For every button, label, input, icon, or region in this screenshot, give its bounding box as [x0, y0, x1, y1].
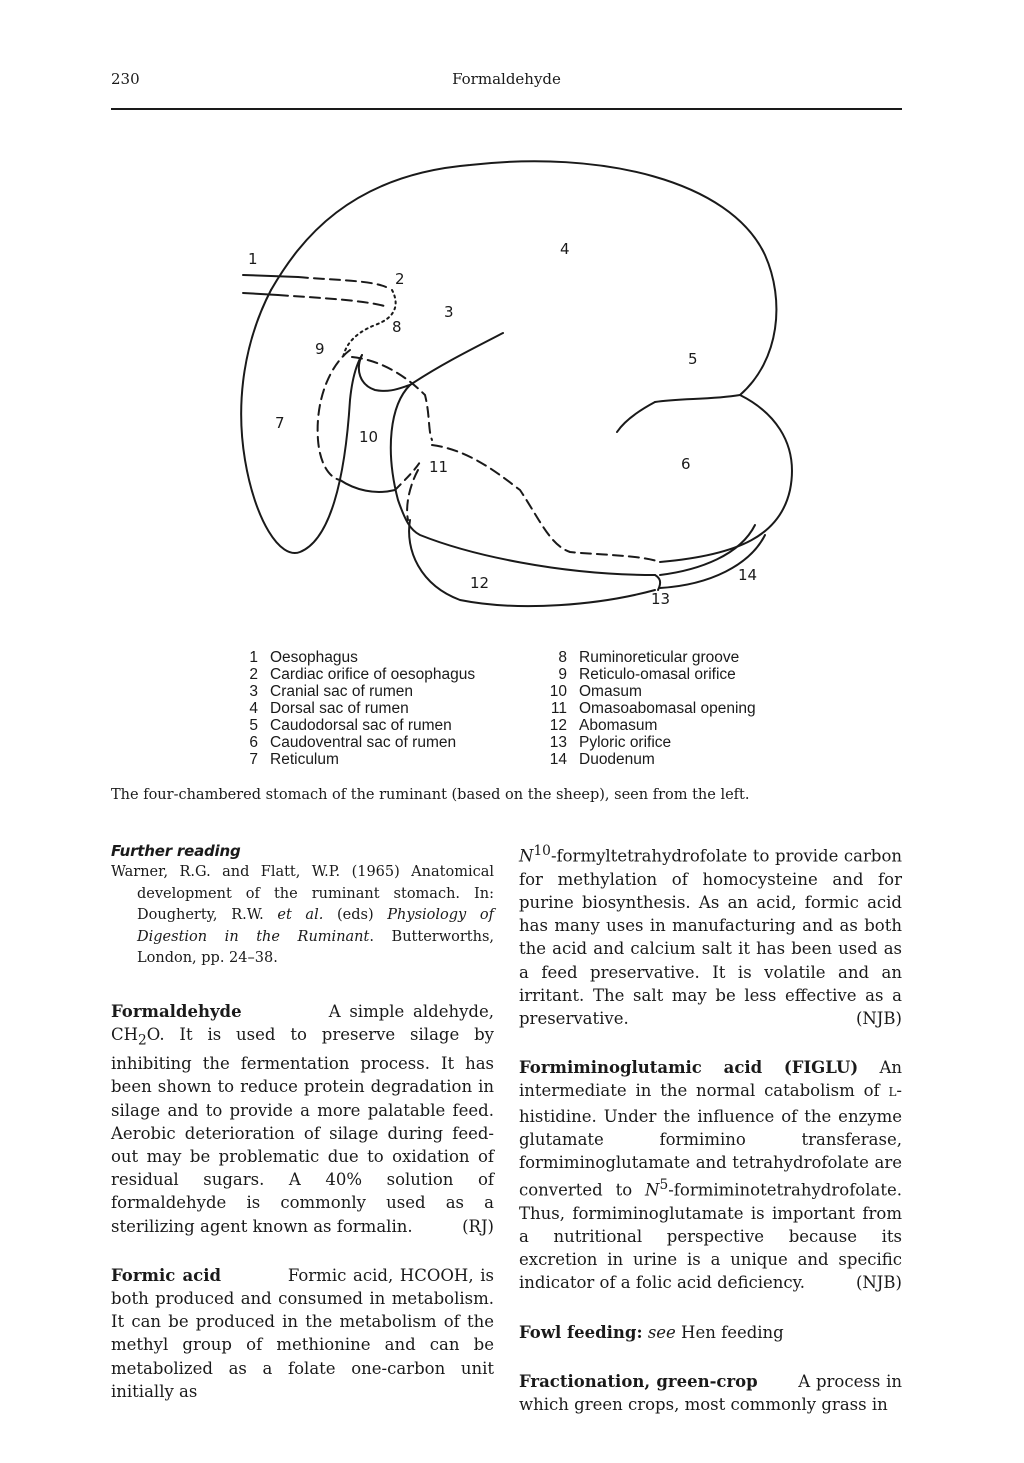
- legend-item: [236, 734, 475, 751]
- legend-item: [236, 649, 475, 666]
- legend-left: [236, 649, 475, 768]
- legend-number: 12: [549, 717, 567, 734]
- figure-number: 14: [738, 566, 758, 584]
- legend-number: 13: [549, 734, 567, 751]
- legend-item: [545, 700, 756, 717]
- entry-text: O. It is used to preserve silage by inhibiting the fermentation process. It has been shown to reduce protein degradation in silage and to provide a more palatable feed. Aerobic deterioration of silage during feed-out may be problematic due to oxidation of residual sugars. A 40% solution of formaldehyde is commonly used as a sterilizing agent known as formalin.: [111, 1024, 494, 1236]
- omasum-top: [359, 355, 410, 391]
- legend-label: Oesophagus: [270, 649, 358, 666]
- legend-number: 3: [249, 683, 258, 700]
- oesophagus-dashed-upper: [298, 277, 386, 287]
- legend-number: 5: [249, 717, 258, 734]
- reference-authors: Warner, R.G. and Flatt, W.P. (1965) Anatomical development of the ruminant stomach. In: Dougherty, R.W.: [111, 864, 494, 923]
- entry-text: -formiminotetrahydrofolate. Thus, formiminoglutamate is important from a nutritional perspective because its excretion in urine is a unique and specific indicator of a folic acid deficiency.: [519, 1180, 902, 1293]
- reference-eds: (eds): [323, 907, 388, 923]
- small-caps-l: L: [888, 1085, 897, 1100]
- running-title: Formaldehyde: [452, 70, 561, 88]
- reference-book-title: Physiology of Digestion in the Ruminant: [137, 907, 494, 945]
- superscript: 5: [659, 1177, 669, 1194]
- legend-item: [545, 649, 756, 666]
- legend-number: 7: [249, 751, 258, 768]
- figure-number: 12: [470, 574, 490, 592]
- legend-item: [236, 666, 475, 683]
- legend-item: [545, 666, 756, 683]
- abomasum-dashed: [432, 445, 660, 562]
- legend-label: Omasoabomasal opening: [579, 700, 756, 717]
- caudal-pillar: [617, 402, 655, 432]
- oesophagus-dashed-lower: [278, 295, 388, 307]
- legend-number: 2: [249, 666, 258, 683]
- legend-number: 14: [549, 751, 567, 768]
- rumen-outline: [271, 161, 776, 395]
- spacer: [519, 1344, 902, 1370]
- subscript: 2: [138, 1032, 147, 1048]
- entry-text: -formyltetrahydrofolate to provide carbon for methylation of homocysteine and for purine biosynthesis. As an acid, formic acid has many uses in manufacturing and as both the acid and calcium salt it has been used as a feed preservative. It is volatile and an irritant. The salt may be less effective as a preservative.: [519, 846, 902, 1028]
- oesophagus-lower: [243, 293, 278, 295]
- figure-number: 6: [681, 455, 691, 473]
- legend-label: Reticulo-omasal orifice: [579, 666, 736, 683]
- entry-term: Fractionation, green-crop: [519, 1371, 758, 1391]
- legend-label: Dorsal sac of rumen: [270, 700, 409, 717]
- legend-label: Abomasum: [579, 717, 658, 734]
- legend-label: Caudoventral sac of rumen: [270, 734, 457, 751]
- right-column: [519, 840, 902, 1416]
- entry-term: Fowl feeding:: [519, 1322, 643, 1342]
- legend-label: Caudodorsal sac of rumen: [270, 717, 452, 734]
- legend-number: 4: [249, 700, 258, 717]
- entry-text: An intermediate in the normal catabolism of: [519, 1058, 902, 1101]
- entry-text: A simple aldehyde, CH: [111, 1001, 494, 1044]
- left-column: [111, 840, 494, 1403]
- author-signature: (RJ): [462, 1216, 494, 1236]
- figure-caption: The four-chambered stomach of the ruminant (based on the sheep), seen from the left.: [111, 787, 750, 803]
- see-reference: see: [647, 1322, 676, 1342]
- legend-item: [545, 734, 756, 751]
- entry-fowl-feeding: [519, 1321, 902, 1344]
- cranial-pillar: [410, 333, 503, 385]
- entry-figlu: [519, 1056, 902, 1295]
- italic-n: N: [645, 1180, 660, 1200]
- reference-entry: [111, 862, 494, 970]
- figure-number: 5: [688, 350, 698, 368]
- entry-fractionation: [519, 1370, 902, 1416]
- entry-formic-acid-continued: [519, 840, 902, 1030]
- legend-number: 10: [549, 683, 567, 700]
- italic-n: N: [519, 846, 534, 866]
- legend-right: [545, 649, 756, 768]
- legend-item: [545, 717, 756, 734]
- figure-number: 10: [359, 428, 379, 446]
- figure-number: 1: [248, 250, 258, 268]
- entry-term: Formiminoglutamic acid (FIGLU): [519, 1058, 859, 1078]
- reference-publisher: . Butterworths, London, pp. 24–38.: [137, 928, 494, 966]
- legend-number: 6: [249, 734, 258, 751]
- spacer: [111, 970, 494, 992]
- legend-number: 1: [249, 649, 258, 666]
- legend-label: Duodenum: [579, 751, 655, 768]
- figure-number: 13: [651, 590, 671, 608]
- rumen-caudal-groove: [655, 395, 740, 402]
- author-signature: (NJB): [855, 1008, 902, 1028]
- entry-text: A process in which green crops, most commonly grass in: [519, 1371, 902, 1415]
- reference-et-al: et al.: [277, 907, 324, 923]
- spacer: [519, 1295, 902, 1321]
- further-reading-heading: Further reading: [111, 842, 241, 860]
- reticulum-dashed: [318, 350, 350, 480]
- oesophagus-upper: [243, 275, 298, 277]
- legend-item: [236, 751, 475, 768]
- entry-term: Formaldehyde: [111, 1001, 242, 1021]
- figure-number: 8: [392, 318, 402, 336]
- entry-text: -histidine. Under the influence of the enzyme glutamate formimino transferase, formiminoglutamate and tetrahydrofolate are converted to: [519, 1081, 902, 1200]
- author-signature: (NJB): [855, 1273, 902, 1293]
- legend-item: [236, 717, 475, 734]
- legend-label: Reticulum: [270, 751, 339, 768]
- reticulum-outline: [241, 290, 362, 553]
- spacer: [519, 1030, 902, 1056]
- legend-number: 11: [550, 700, 567, 717]
- legend-label: Pyloric orifice: [579, 734, 672, 751]
- entry-formaldehyde: [111, 1000, 494, 1238]
- legend-number: 9: [558, 666, 567, 683]
- page-number: 230: [111, 70, 140, 88]
- abomasum-lower: [409, 520, 655, 606]
- entry-formic-acid: [111, 1264, 494, 1403]
- superscript: 10: [533, 843, 551, 859]
- figure-number: 4: [560, 240, 570, 258]
- abomasum-mid-dashed: [407, 470, 418, 520]
- legend-label: Cardiac orifice of oesophagus: [270, 666, 476, 683]
- legend-item: [236, 700, 475, 717]
- omasum-opening-dashed: [395, 462, 420, 490]
- omasum-bottom: [340, 480, 395, 492]
- entry-term: Formic acid: [111, 1265, 222, 1285]
- cross-reference-target: Hen feeding: [675, 1322, 784, 1342]
- figure-number: 7: [275, 414, 285, 432]
- legend-label: Omasum: [579, 683, 642, 700]
- legend-item: [236, 683, 475, 700]
- rumen-caudoventral: [660, 395, 792, 562]
- figure-number: 3: [444, 303, 454, 321]
- abomasum-upper: [391, 385, 655, 575]
- spacer: [111, 1238, 494, 1264]
- legend-item: [545, 751, 756, 768]
- legend-number: 8: [558, 649, 567, 666]
- legend-label: Cranial sac of rumen: [270, 683, 414, 700]
- legend-label: Ruminoreticular groove: [579, 649, 740, 666]
- figure-number: 2: [395, 270, 405, 288]
- figure-number: 9: [315, 340, 325, 358]
- legend-item: [545, 683, 756, 700]
- entry-text: Formic acid, HCOOH, is both produced and consumed in metabolism. It can be produced in the metabolism of the methyl group of methionine and can be metabolized as a folate one-carbon unit initially as: [111, 1265, 494, 1401]
- figure-number: 11: [429, 458, 449, 476]
